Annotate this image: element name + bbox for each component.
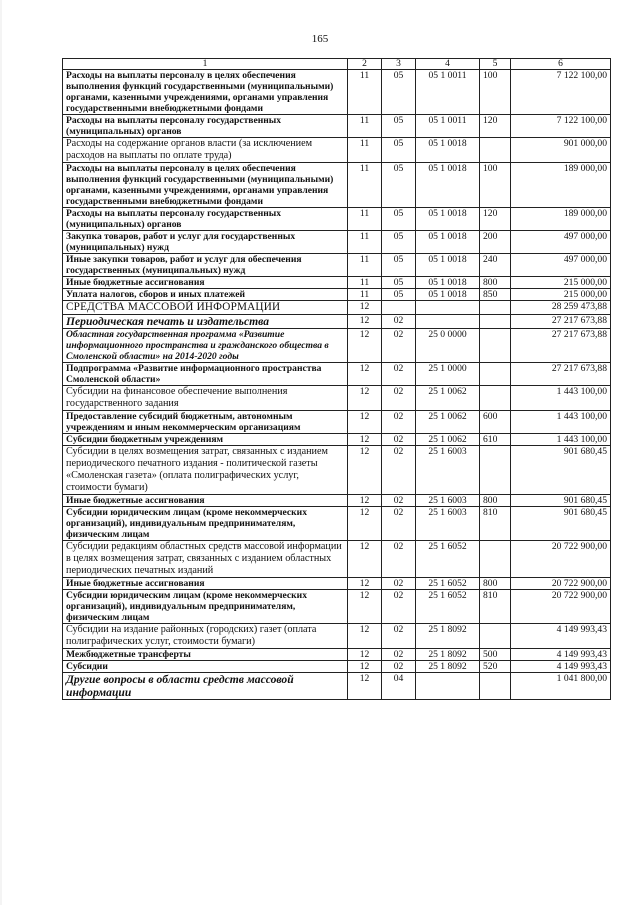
table-row (63, 673, 611, 700)
table-row (63, 446, 611, 495)
row-name-cell: Субсидии бюджетным учреждениям (63, 434, 348, 446)
subsection-code-cell: 02 (382, 495, 416, 507)
table-row (63, 541, 611, 578)
amount-cell: 1 443 100,00 (511, 386, 611, 411)
section-code-cell: 11 (348, 138, 382, 163)
section-code-cell: 12 (348, 434, 382, 446)
section-code-cell: 11 (348, 70, 382, 115)
subsection-code-cell: 02 (382, 590, 416, 624)
target-article-cell: 25 1 6052 (416, 578, 480, 590)
table-row (63, 254, 611, 277)
expense-type-cell (480, 446, 511, 495)
expense-type-cell: 200 (480, 231, 511, 254)
table-row (63, 115, 611, 138)
row-name-cell: Периодическая печать и издательства (63, 315, 348, 329)
target-article-cell (416, 315, 480, 329)
table-header-row (63, 59, 611, 70)
subsection-code-cell: 02 (382, 434, 416, 446)
section-code-cell: 12 (348, 386, 382, 411)
target-article-cell: 25 1 6003 (416, 446, 480, 495)
expense-type-cell: 100 (480, 70, 511, 115)
section-code-cell: 11 (348, 289, 382, 301)
budget-table-body (63, 59, 611, 700)
amount-cell: 497 000,00 (511, 254, 611, 277)
row-name-cell: Субсидии редакциям областных средств массовой информации в целях возмещения затрат, связанных с изданием областных периодических печатных изданий (63, 541, 348, 578)
subsection-code-cell: 05 (382, 254, 416, 277)
table-row (63, 231, 611, 254)
target-article-cell: 25 1 0062 (416, 386, 480, 411)
subsection-code-cell: 02 (382, 541, 416, 578)
target-article-cell: 25 1 6003 (416, 507, 480, 541)
expense-type-cell: 520 (480, 661, 511, 673)
expense-type-cell (480, 673, 511, 700)
row-name-cell: Иные закупки товаров, работ и услуг для обеспечения государственных (муниципальных) нужд (63, 254, 348, 277)
table-row (63, 315, 611, 329)
amount-cell: 1 443 100,00 (511, 411, 611, 434)
header-cell-6: 6 (511, 59, 611, 70)
target-article-cell: 05 1 0011 (416, 115, 480, 138)
section-code-cell: 12 (348, 673, 382, 700)
subsection-code-cell: 04 (382, 673, 416, 700)
target-article-cell: 25 1 0062 (416, 411, 480, 434)
table-row (63, 208, 611, 231)
header-cell-3: 3 (382, 59, 416, 70)
section-code-cell: 12 (348, 541, 382, 578)
target-article-cell: 25 1 6052 (416, 590, 480, 624)
subsection-code-cell: 02 (382, 363, 416, 386)
subsection-code-cell: 02 (382, 624, 416, 649)
amount-cell: 497 000,00 (511, 231, 611, 254)
row-name-cell: Субсидии на финансовое обеспечение выполнения государственного задания (63, 386, 348, 411)
expense-type-cell (480, 363, 511, 386)
section-code-cell: 12 (348, 578, 382, 590)
row-name-cell: Субсидии (63, 661, 348, 673)
row-name-cell: Субсидии на издание районных (городских) газет (оплата полиграфических услуг, стоимости бумаги) (63, 624, 348, 649)
row-name-cell: Другие вопросы в области средств массовой информации (63, 673, 348, 700)
section-code-cell: 12 (348, 590, 382, 624)
expense-type-cell (480, 541, 511, 578)
section-code-cell: 11 (348, 254, 382, 277)
amount-cell: 7 122 100,00 (511, 70, 611, 115)
subsection-code-cell: 05 (382, 70, 416, 115)
header-cell-2: 2 (348, 59, 382, 70)
target-article-cell: 25 1 8092 (416, 649, 480, 661)
table-row (63, 578, 611, 590)
expense-type-cell: 810 (480, 507, 511, 541)
table-row (63, 624, 611, 649)
expense-type-cell (480, 315, 511, 329)
amount-cell: 1 041 800,00 (511, 673, 611, 700)
expense-type-cell: 500 (480, 649, 511, 661)
row-name-cell: Предоставление субсидий бюджетным, автономным учреждениям и иным некоммерческим организациям (63, 411, 348, 434)
row-name-cell: Подпрограмма «Развитие информационного пространства Смоленской области» (63, 363, 348, 386)
section-code-cell: 12 (348, 301, 382, 315)
header-cell-4: 4 (416, 59, 480, 70)
header-cell-1: 1 (63, 59, 348, 70)
section-code-cell: 12 (348, 411, 382, 434)
row-name-cell: Расходы на содержание органов власти (за исключением расходов на выплаты по оплате труда) (63, 138, 348, 163)
subsection-code-cell: 05 (382, 231, 416, 254)
target-article-cell: 25 1 6052 (416, 541, 480, 578)
expense-type-cell (480, 624, 511, 649)
expense-type-cell (480, 301, 511, 315)
section-code-cell: 11 (348, 208, 382, 231)
subsection-code-cell: 02 (382, 661, 416, 673)
expense-type-cell: 100 (480, 163, 511, 208)
amount-cell: 7 122 100,00 (511, 115, 611, 138)
expense-type-cell: 800 (480, 578, 511, 590)
budget-table (62, 58, 611, 700)
expense-type-cell: 800 (480, 495, 511, 507)
table-row (63, 434, 611, 446)
target-article-cell: 25 1 0000 (416, 363, 480, 386)
scan-edge (0, 0, 2, 905)
table-row (63, 363, 611, 386)
section-code-cell: 12 (348, 507, 382, 541)
amount-cell: 189 000,00 (511, 163, 611, 208)
table-row (63, 661, 611, 673)
table-row (63, 411, 611, 434)
amount-cell: 27 217 673,88 (511, 363, 611, 386)
table-row (63, 386, 611, 411)
subsection-code-cell: 05 (382, 138, 416, 163)
row-name-cell: СРЕДСТВА МАССОВОЙ ИНФОРМАЦИИ (63, 301, 348, 315)
amount-cell: 901 680,45 (511, 495, 611, 507)
subsection-code-cell (382, 301, 416, 315)
expense-type-cell: 120 (480, 115, 511, 138)
expense-type-cell: 120 (480, 208, 511, 231)
table-row (63, 289, 611, 301)
row-name-cell: Уплата налогов, сборов и иных платежей (63, 289, 348, 301)
section-code-cell: 11 (348, 231, 382, 254)
subsection-code-cell: 02 (382, 507, 416, 541)
row-name-cell: Субсидии юридическим лицам (кроме некоммерческих организаций), индивидуальным предпринимателям, физическим лицам (63, 507, 348, 541)
target-article-cell: 05 1 0018 (416, 208, 480, 231)
section-code-cell: 12 (348, 649, 382, 661)
subsection-code-cell: 02 (382, 411, 416, 434)
amount-cell: 901 680,45 (511, 446, 611, 495)
expense-type-cell: 600 (480, 411, 511, 434)
subsection-code-cell: 02 (382, 386, 416, 411)
table-row (63, 590, 611, 624)
amount-cell: 215 000,00 (511, 289, 611, 301)
section-code-cell: 12 (348, 329, 382, 363)
row-name-cell: Субсидии в целях возмещения затрат, связанных с изданием периодического печатного издания - политической газеты «Смоленская газета» (оплата полиграфических услуг, стоимости бумаги) (63, 446, 348, 495)
section-code-cell: 12 (348, 446, 382, 495)
header-cell-5: 5 (480, 59, 511, 70)
subsection-code-cell: 02 (382, 649, 416, 661)
target-article-cell: 05 1 0018 (416, 163, 480, 208)
subsection-code-cell: 05 (382, 115, 416, 138)
amount-cell: 20 722 900,00 (511, 541, 611, 578)
section-code-cell: 12 (348, 661, 382, 673)
row-name-cell: Межбюджетные трансферты (63, 649, 348, 661)
section-code-cell: 11 (348, 115, 382, 138)
expense-type-cell: 850 (480, 289, 511, 301)
amount-cell: 28 259 473,88 (511, 301, 611, 315)
amount-cell: 901 680,45 (511, 507, 611, 541)
subsection-code-cell: 05 (382, 277, 416, 289)
target-article-cell: 05 1 0018 (416, 289, 480, 301)
subsection-code-cell: 02 (382, 315, 416, 329)
row-name-cell: Расходы на выплаты персоналу государственных (муниципальных) органов (63, 208, 348, 231)
section-code-cell: 12 (348, 624, 382, 649)
row-name-cell: Иные бюджетные ассигнования (63, 277, 348, 289)
target-article-cell (416, 301, 480, 315)
subsection-code-cell: 02 (382, 329, 416, 363)
target-article-cell: 05 1 0018 (416, 277, 480, 289)
amount-cell: 4 149 993,43 (511, 624, 611, 649)
table-row (63, 329, 611, 363)
target-article-cell: 25 1 8092 (416, 661, 480, 673)
section-code-cell: 12 (348, 495, 382, 507)
section-code-cell: 11 (348, 277, 382, 289)
row-name-cell: Иные бюджетные ассигнования (63, 495, 348, 507)
row-name-cell: Расходы на выплаты персоналу в целях обеспечения выполнения функций государственными (муниципальными) органами, казенными учреждениями, органами управления государственными внебюджетными фондами (63, 70, 348, 115)
table-row (63, 277, 611, 289)
target-article-cell: 05 1 0018 (416, 254, 480, 277)
expense-type-cell (480, 386, 511, 411)
section-code-cell: 11 (348, 163, 382, 208)
table-row (63, 70, 611, 115)
target-article-cell: 05 1 0018 (416, 231, 480, 254)
amount-cell: 4 149 993,43 (511, 649, 611, 661)
expense-type-cell: 240 (480, 254, 511, 277)
target-article-cell: 05 1 0011 (416, 70, 480, 115)
expense-type-cell (480, 329, 511, 363)
page-number: 165 (311, 33, 329, 45)
amount-cell: 1 443 100,00 (511, 434, 611, 446)
row-name-cell: Расходы на выплаты персоналу в целях обеспечения выполнения функций государственными (муниципальными) органами, казенными учреждениями, органами управления государственными внебюджетными фондами (63, 163, 348, 208)
section-code-cell: 12 (348, 315, 382, 329)
table-row (63, 138, 611, 163)
expense-type-cell (480, 138, 511, 163)
amount-cell: 20 722 900,00 (511, 590, 611, 624)
amount-cell: 189 000,00 (511, 208, 611, 231)
subsection-code-cell: 02 (382, 446, 416, 495)
row-name-cell: Субсидии юридическим лицам (кроме некоммерческих организаций), индивидуальным предпринимателям, физическим лицам (63, 590, 348, 624)
section-code-cell: 12 (348, 363, 382, 386)
amount-cell: 215 000,00 (511, 277, 611, 289)
target-article-cell: 25 1 6003 (416, 495, 480, 507)
table-row (63, 649, 611, 661)
table-row (63, 495, 611, 507)
table-row (63, 507, 611, 541)
subsection-code-cell: 02 (382, 578, 416, 590)
amount-cell: 27 217 673,88 (511, 329, 611, 363)
row-name-cell: Расходы на выплаты персоналу государственных (муниципальных) органов (63, 115, 348, 138)
expense-type-cell: 810 (480, 590, 511, 624)
amount-cell: 901 000,00 (511, 138, 611, 163)
row-name-cell: Иные бюджетные ассигнования (63, 578, 348, 590)
amount-cell: 4 149 993,43 (511, 661, 611, 673)
target-article-cell: 25 1 0062 (416, 434, 480, 446)
table-row (63, 163, 611, 208)
expense-type-cell: 800 (480, 277, 511, 289)
subsection-code-cell: 05 (382, 163, 416, 208)
target-article-cell: 05 1 0018 (416, 138, 480, 163)
target-article-cell (416, 673, 480, 700)
subsection-code-cell: 05 (382, 289, 416, 301)
expense-type-cell: 610 (480, 434, 511, 446)
amount-cell: 27 217 673,88 (511, 315, 611, 329)
subsection-code-cell: 05 (382, 208, 416, 231)
target-article-cell: 25 0 0000 (416, 329, 480, 363)
amount-cell: 20 722 900,00 (511, 578, 611, 590)
table-row (63, 301, 611, 315)
row-name-cell: Закупка товаров, работ и услуг для государственных (муниципальных) нужд (63, 231, 348, 254)
target-article-cell: 25 1 8092 (416, 624, 480, 649)
row-name-cell: Областная государственная программа «Развитие информационного пространства и гражданского общества в Смоленской области» на 2014-2020 годы (63, 329, 348, 363)
